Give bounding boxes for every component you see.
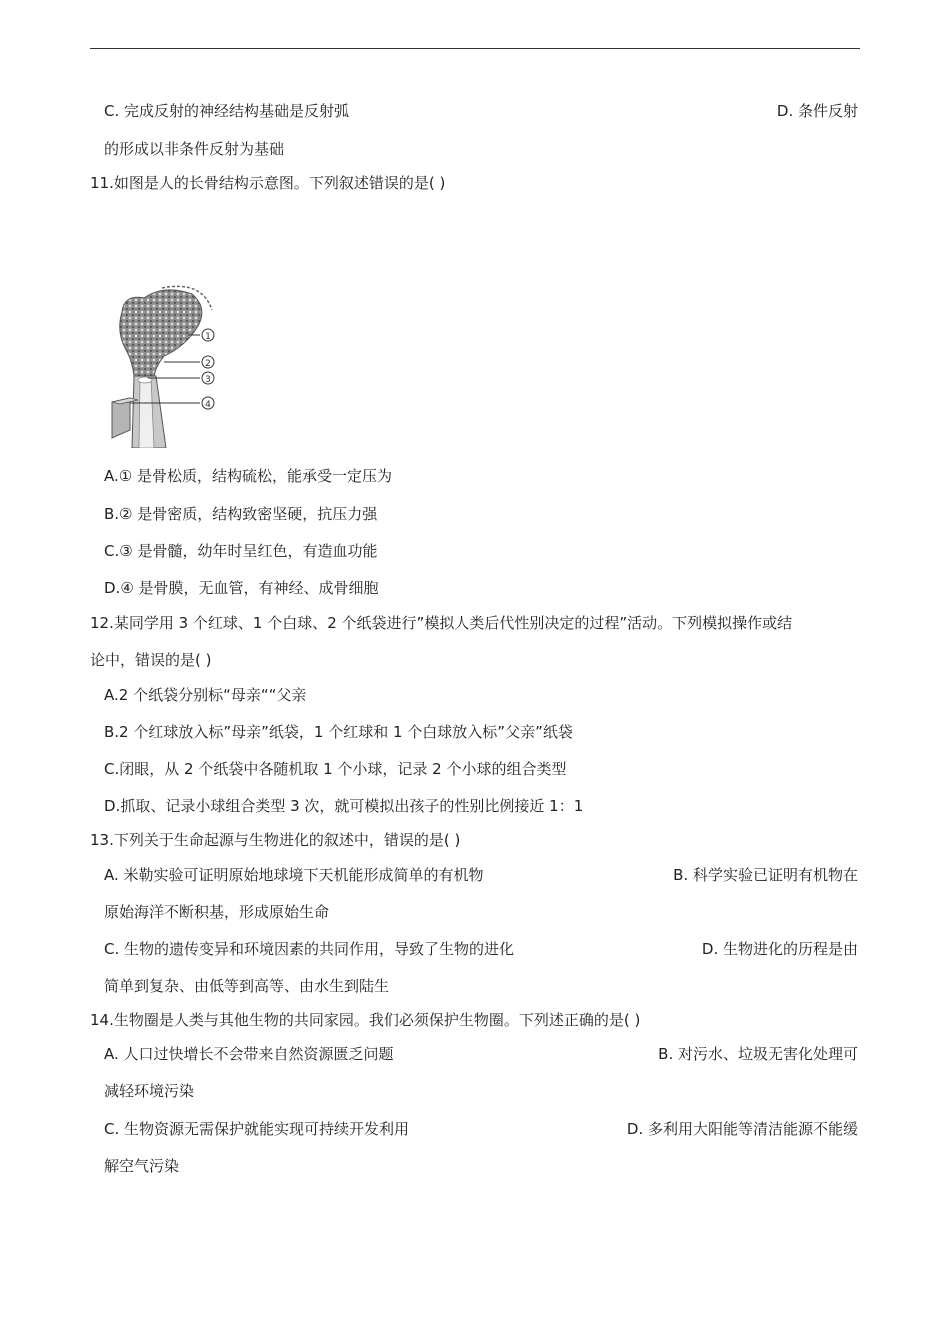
q10-option-d-continued: 的形成以非条件反射为基础 xyxy=(104,140,285,158)
q12-stem-line1: 12.某同学用 3 个红球、1 个白球、2 个纸袋进行”模拟人类后代性别决定的过程”活动。下列模拟操作或结 xyxy=(90,614,793,632)
svg-text:4: 4 xyxy=(205,400,211,410)
q14-stem: 14.生物圈是人类与其他生物的共同家园。我们必须保护生物圈。下列述正确的是( ) xyxy=(90,1011,641,1029)
q14-option-b: B. 对污水、垃圾无害化处理可 xyxy=(658,1045,858,1063)
q13-option-d: D. 生物进化的历程是由 xyxy=(701,940,858,958)
label-3 xyxy=(202,372,214,385)
label-4 xyxy=(202,397,214,410)
q14-option-b-continued: 减轻环境污染 xyxy=(104,1082,195,1100)
q13-option-b: B. 科学实验已证明有机物在 xyxy=(673,866,858,884)
q12-option-b: B.2 个红球放入标”母亲”纸袋，1 个红球和 1 个白球放入标”父亲”纸袋 xyxy=(104,723,573,741)
q13-option-a: A. 米勒实验可证明原始地球境下天机能形成简单的有机物 xyxy=(104,866,484,884)
q10-option-c: C. 完成反射的神经结构基础是反射弧 xyxy=(104,102,350,120)
q11-option-c: C.③ 是骨髓，幼年时呈红色，有造血功能 xyxy=(104,542,378,560)
q13-option-d-continued: 简单到复杂、由低等到高等、由水生到陆生 xyxy=(104,977,390,995)
q13-option-c: C. 生物的遗传变异和环境因素的共同作用，导致了生物的进化 xyxy=(104,940,515,958)
label-2 xyxy=(202,356,214,369)
q12-option-c: C.闭眼，从 2 个纸袋中各随机取 1 个小球，记录 2 个小球的组合类型 xyxy=(104,760,567,778)
q14-option-d-continued: 解空气污染 xyxy=(104,1157,180,1175)
q11-option-b: B.② 是骨密质，结构致密坚硬，抗压力强 xyxy=(104,505,378,523)
long-bone-diagram xyxy=(104,280,224,448)
svg-text:3: 3 xyxy=(205,375,211,385)
q11-option-d: D.④ 是骨膜，无血管，有神经、成骨细胞 xyxy=(104,579,379,597)
q11-option-a: A.① 是骨松质，结构硫松，能承受一定压为 xyxy=(104,467,392,485)
q12-stem-line2: 论中，错误的是( ) xyxy=(90,651,212,669)
q13-stem: 13.下列关于生命起源与生物进化的叙述中，错误的是( ) xyxy=(90,831,461,849)
q14-option-c: C. 生物资源无需保护就能实现可持续开发利用 xyxy=(104,1120,410,1138)
q12-option-d: D.抓取、记录小球组合类型 3 次，就可模拟出孩子的性别比例接近 1：1 xyxy=(104,797,584,815)
q13-option-b-continued: 原始海洋不断积基，形成原始生命 xyxy=(104,903,330,921)
q10-option-d: D. 条件反射 xyxy=(776,102,858,120)
svg-text:2: 2 xyxy=(205,359,211,369)
q12-option-a: A.2 个纸袋分别标“母亲““父亲 xyxy=(104,686,307,704)
q14-option-a: A. 人口过快增长不会带来自然资源匮乏问题 xyxy=(104,1045,394,1063)
svg-text:1: 1 xyxy=(205,332,211,342)
header-rule xyxy=(90,48,860,49)
q14-option-d: D. 多利用大阳能等清洁能源不能缓 xyxy=(626,1120,858,1138)
q11-stem: 11.如图是人的长骨结构示意图。下列叙述错误的是( ) xyxy=(90,174,446,192)
label-1 xyxy=(202,329,214,342)
